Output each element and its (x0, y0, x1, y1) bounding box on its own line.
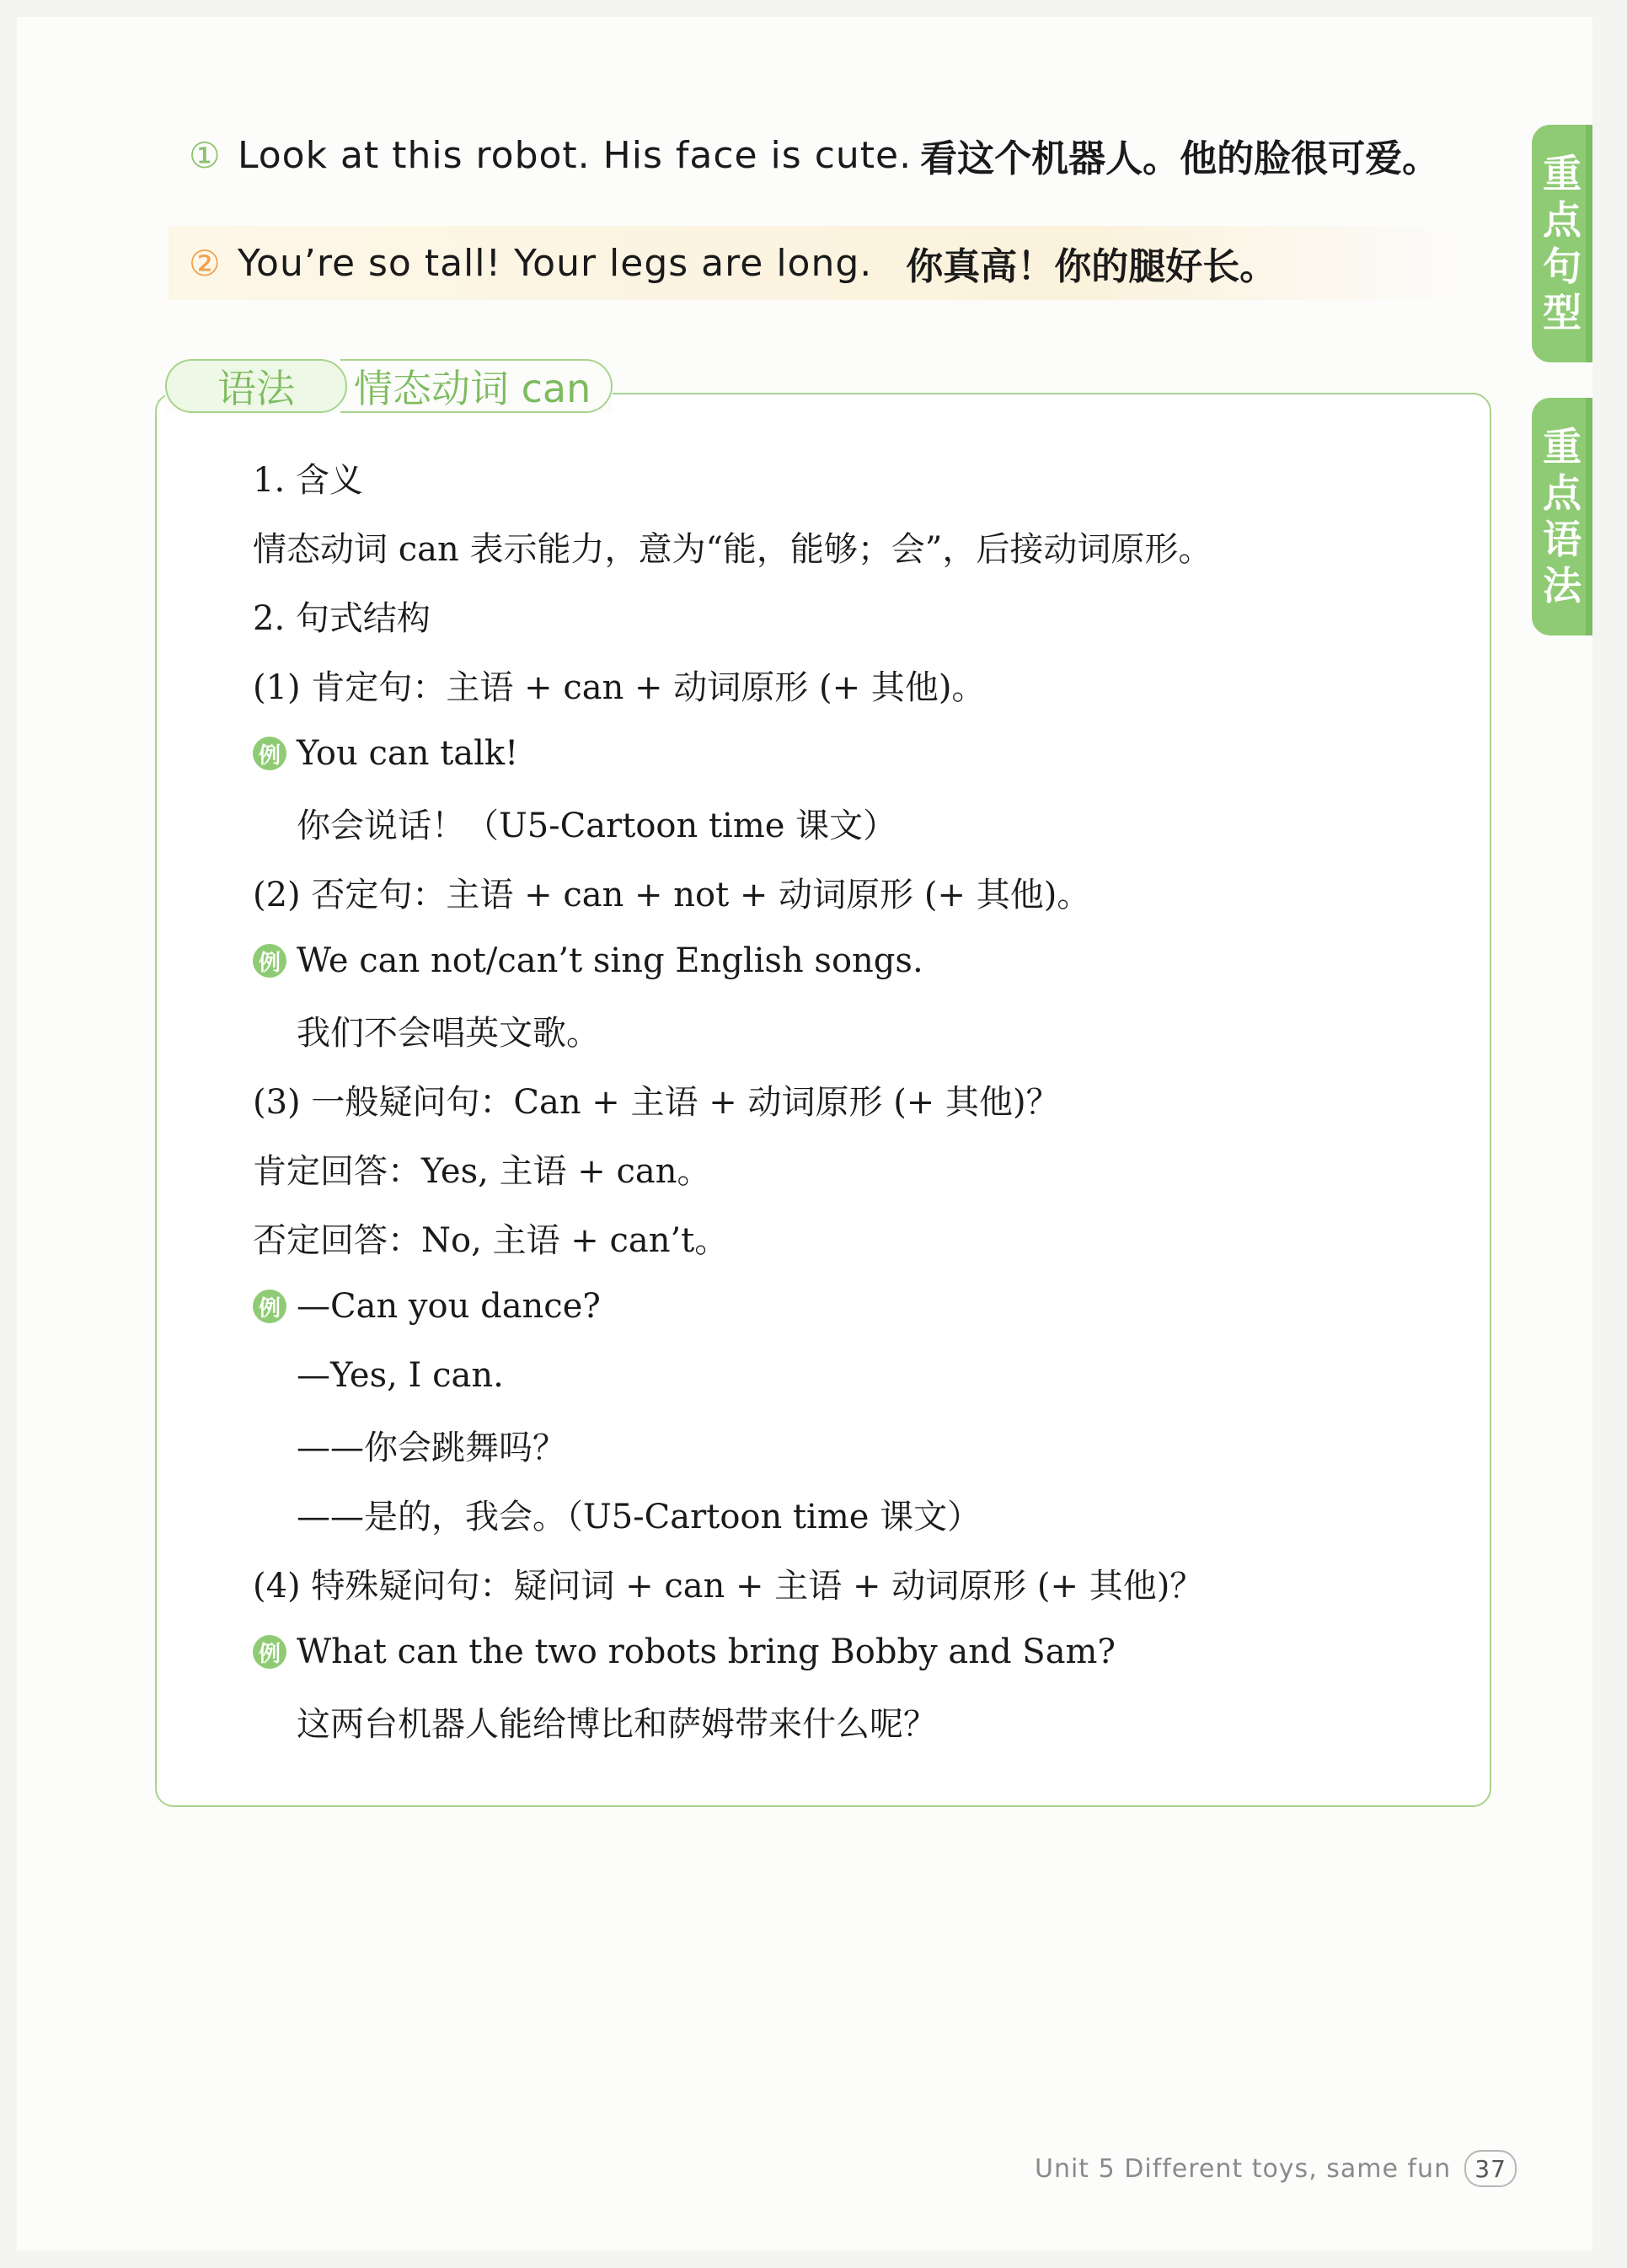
grammar-rule-negative: (2) 否定句：主语 + can + not + 动词原形 (+ 其他)。 (253, 875, 1091, 914)
example-line (253, 1627, 1116, 1677)
side-tab-key-sentences[interactable] (1532, 125, 1592, 362)
grammar-rule-negative-answer: 否定回答：No, 主语 + can’t。 (253, 1220, 729, 1260)
example-icon: 例 (253, 1289, 286, 1323)
example-translation: 这两台机器人能给博比和萨姆带来什么呢？ (297, 1704, 937, 1744)
section-heading-meaning: 1. 含义 (253, 460, 363, 500)
sentence-chinese: 你真高！你的腿好长。 (906, 245, 1277, 288)
example-text: You can talk! (297, 734, 519, 773)
page-footer (1035, 2146, 1517, 2191)
sentence-chinese: 看这个机器人。他的脸很可爱。 (920, 137, 1440, 180)
page-number: 37 (1464, 2150, 1517, 2187)
grammar-text: 情态动词 can 表示能力，意为“能，能够；会”，后接动词原形。 (253, 529, 1212, 569)
circled-number-1: ① (189, 134, 221, 176)
grammar-rule-yes-no-question: (3) 一般疑问句：Can + 主语 + 动词原形 (+ 其他)？ (253, 1082, 1060, 1122)
sentence-english: You’re so tall! Your legs are long. (238, 241, 873, 285)
example-text: —Yes, I can. (297, 1356, 504, 1395)
example-line (253, 936, 923, 986)
side-tab-key-grammar[interactable] (1532, 398, 1592, 635)
example-icon: 例 (253, 737, 286, 770)
sentence-english: Look at this robot. His face is cute. (238, 133, 913, 177)
example-translation: ——是的，我会。（U5-Cartoon time 课文） (297, 1497, 982, 1536)
example-icon: 例 (253, 944, 286, 978)
side-tab-label: 重点句型 (1543, 151, 1582, 335)
example-translation: ——你会跳舞吗？ (297, 1428, 566, 1467)
grammar-tag: 语法 (165, 359, 347, 413)
example-icon: 例 (253, 1635, 286, 1669)
side-tab-label: 重点语法 (1543, 424, 1582, 609)
example-line (253, 1281, 601, 1332)
grammar-heading (165, 359, 613, 413)
key-sentence-2 (169, 226, 1483, 300)
circled-number-2: ② (189, 242, 221, 284)
unit-title: Unit 5 Different toys, same fun (1035, 2153, 1452, 2184)
grammar-title: 情态动词 can (340, 359, 613, 413)
grammar-rule-affirmative: (1) 肯定句：主语 + can + 动词原形 (+ 其他)。 (253, 668, 986, 707)
example-text: —Can you dance? (297, 1287, 601, 1326)
grammar-rule-wh-question: (4) 特殊疑问句：疑问词 + can + 主语 + 动词原形 (+ 其他)？ (253, 1566, 1204, 1606)
section-heading-structure: 2. 句式结构 (253, 598, 431, 638)
example-line (253, 728, 518, 779)
key-sentence-1 (169, 118, 1483, 192)
example-text: We can not/can’t sing English songs. (297, 941, 923, 980)
example-translation: 你会说话！（U5-Cartoon time 课文） (297, 806, 897, 845)
grammar-rule-positive-answer: 肯定回答：Yes, 主语 + can。 (253, 1151, 711, 1191)
example-translation: 我们不会唱英文歌。 (297, 1013, 600, 1053)
example-text: What can the two robots bring Bobby and Sam? (297, 1633, 1116, 1671)
